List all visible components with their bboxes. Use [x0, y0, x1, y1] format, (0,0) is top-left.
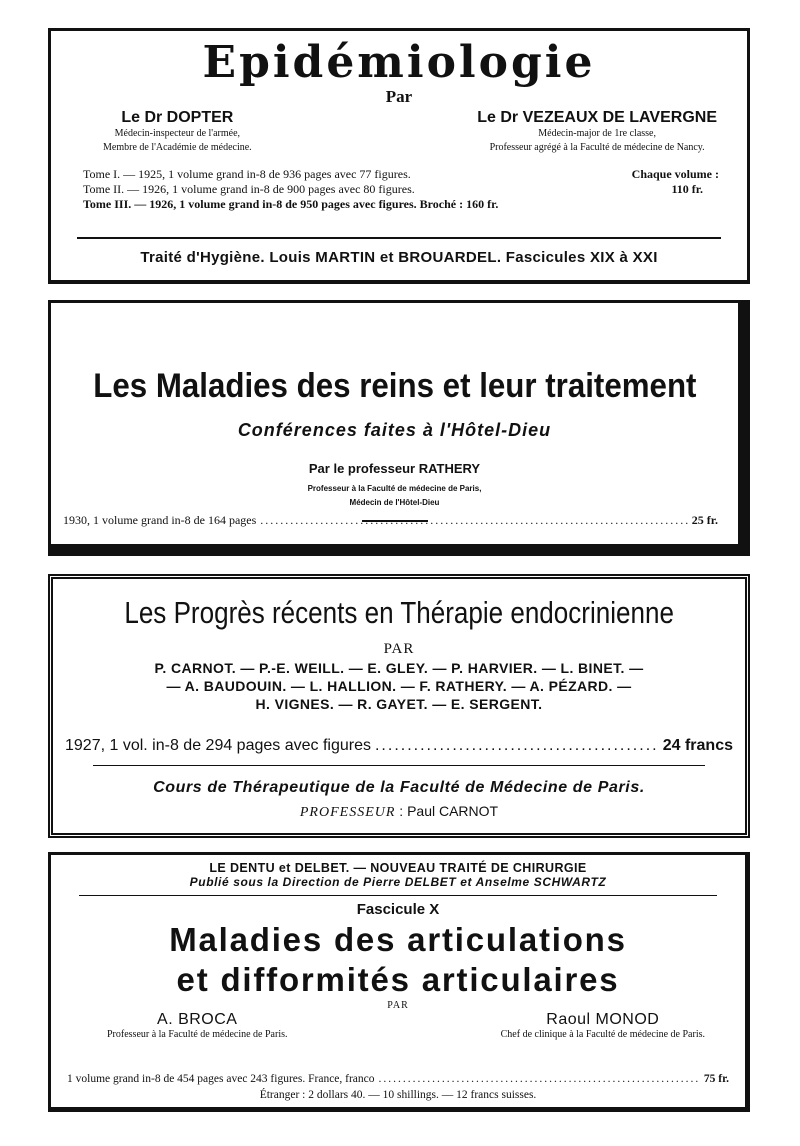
- articulations-advert: [48, 852, 750, 1112]
- tome-list: [51, 167, 747, 212]
- author-name: Le Dr DOPTER: [121, 109, 234, 127]
- author-title: Membre de l'Académie de médecine.: [103, 142, 252, 154]
- tome-row: [83, 167, 719, 182]
- author-note: [51, 482, 738, 510]
- volume-text: 1930, 1 volume grand in-8 de 164 pages: [63, 513, 257, 527]
- author-name: Raoul MONOD: [546, 1011, 660, 1028]
- author-line: P. CARNOT. — P.-E. WEILL. — E. GLEY. — P. HARVIER. — L. BINET. —: [154, 660, 644, 676]
- leader-dots: [260, 513, 687, 528]
- author-right: [501, 1011, 705, 1040]
- fascicule-label: Fascicule X: [356, 901, 440, 918]
- tome-row: [83, 182, 719, 197]
- authors: [51, 109, 747, 155]
- price: 25 fr.: [691, 513, 718, 527]
- course-line: Cours de Thérapeutique de la Faculté de Médecine de Paris.: [153, 779, 645, 796]
- author-left: [103, 109, 252, 155]
- author-title: Professeur à la Faculté de médecine de Paris.: [107, 1029, 288, 1040]
- advert-title: Epidémiologie: [202, 37, 596, 88]
- professor-name: : Paul CARNOT: [399, 803, 499, 819]
- series-header: LE DENTU et DELBET. — NOUVEAU TRAITÉ DE CHIRURGIE: [209, 861, 587, 875]
- par-label: PAR: [387, 1000, 409, 1011]
- volume-text: 1927, 1 vol. in-8 de 294 pages avec figures: [65, 737, 371, 754]
- author-line: — A. BAUDOUIN. — L. HALLION. — F. RATHERY. — A. PÉZARD. —: [166, 678, 632, 694]
- epidemiologie-advert: [48, 28, 750, 284]
- author-name: Le Dr VEZEAUX DE LAVERGNE: [477, 109, 717, 127]
- leader-dots: [375, 737, 659, 755]
- price-row: [63, 513, 718, 528]
- author-line: Par le professeur RATHERY: [308, 461, 481, 476]
- leader-dots: [379, 1073, 700, 1085]
- foreign-price: Étranger : 2 dollars 40. — 10 shillings. — 12 francs suisses.: [259, 1089, 537, 1101]
- price-row: [65, 737, 733, 755]
- par-label: PAR: [383, 641, 415, 657]
- professor-line: [53, 803, 745, 821]
- tome-price: Chaque volume :: [631, 167, 719, 182]
- advert-footer: Traité d'Hygiène. Louis MARTIN et BROUARDEL. Fascicules XIX à XXI: [140, 249, 658, 266]
- tome-text: Tome III. — 1926, 1 volume grand in-8 de 950 pages avec figures. Broché : 160 fr.: [83, 197, 499, 212]
- advert-title: Les Progrès récents en Thérapie endocrinienne: [124, 595, 674, 630]
- title-wrap: [51, 335, 738, 406]
- authors: [51, 1011, 745, 1040]
- author-name: A. BROCA: [157, 1011, 238, 1028]
- author-title: Professeur agrégé à la Faculté de médecine de Nancy.: [489, 142, 705, 154]
- divider: [79, 895, 717, 896]
- reins-advert: [48, 300, 750, 556]
- author-left: [107, 1011, 288, 1040]
- price-row: [67, 1073, 729, 1085]
- divider: [77, 237, 721, 239]
- author-title: Chef de clinique à la Faculté de médecine de Paris.: [500, 1029, 705, 1040]
- endocrinienne-advert: [48, 574, 750, 838]
- tome-price: 110 fr.: [671, 182, 703, 197]
- publisher-line: Publié sous la Direction de Pierre DELBET et Anselme SCHWARTZ: [189, 875, 607, 889]
- title-wrap: [53, 595, 745, 631]
- price: 75 fr.: [703, 1073, 729, 1085]
- advert-title: Les Maladies des reins et leur traitement: [92, 367, 697, 405]
- tome-text: Tome II. — 1926, 1 volume grand in-8 de 900 pages avec 80 figures.: [83, 182, 415, 197]
- author-title: Médecin-major de 1re classe,: [538, 128, 656, 140]
- tome-text: Tome I. — 1925, 1 volume grand in-8 de 936 pages avec 77 figures.: [83, 167, 411, 182]
- author-note-line: Professeur à la Faculté de médecine de Paris,: [307, 484, 482, 493]
- advert-title: Maladies des articulations: [169, 921, 627, 958]
- author-line: H. VIGNES. — R. GAYET. — E. SERGENT.: [255, 696, 543, 712]
- author-title: Médecin-inspecteur de l'armée,: [114, 128, 241, 140]
- tome-row: [83, 197, 719, 212]
- divider: [93, 765, 705, 766]
- volume-text: 1 volume grand in-8 de 454 pages avec 243 figures. France, franco: [67, 1073, 375, 1085]
- professor-label: PROFESSEUR: [299, 805, 396, 820]
- par-label: Par: [385, 87, 413, 107]
- advert-subtitle: Conférences faites à l'Hôtel-Dieu: [237, 420, 552, 440]
- author-note-line: Médecin de l'Hôtel-Dieu: [349, 498, 440, 507]
- advert-title: et difformités articulaires: [176, 961, 620, 998]
- author-right: [477, 109, 717, 155]
- price: 24 francs: [662, 737, 733, 754]
